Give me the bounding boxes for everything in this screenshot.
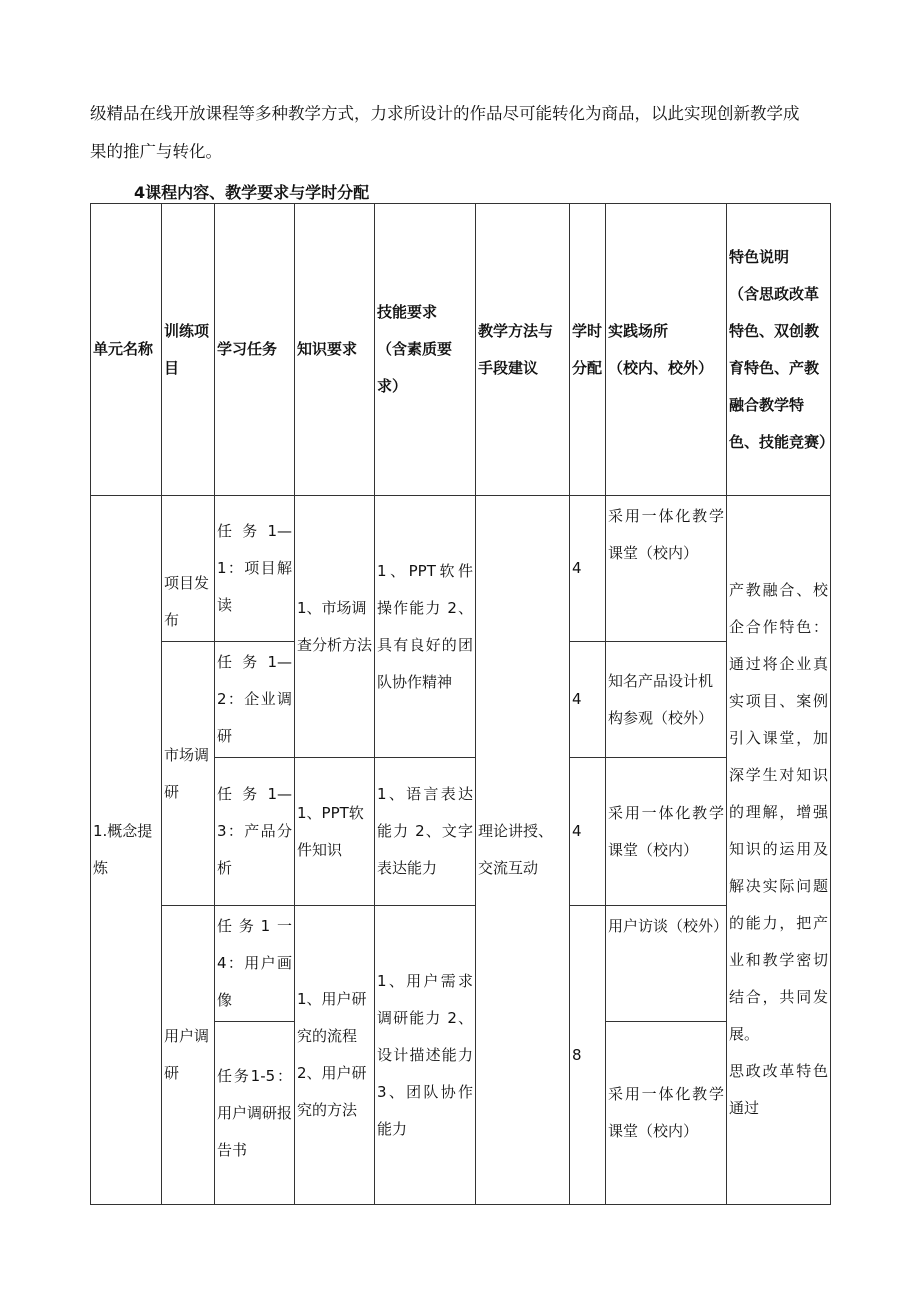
header-method: 教学方法与手段建议: [476, 204, 570, 496]
feature-text-1: 产教融合、校企合作特色：通过将企业真实项目、案例引入课堂，加深学生对知识的理解，增强知识的运用及解决实际问题的能力，把产业和教学密切结合，共同发展。: [729, 581, 828, 1043]
task-cell: 任务1一4：用户画像: [215, 906, 295, 1022]
hours-cell: 4: [570, 758, 606, 906]
skill-cell: 1、语言表达能力 2、文字表达能力: [375, 758, 476, 906]
header-feature-a: 特色说明: [729, 247, 790, 266]
header-place-b: （校内、校外）: [608, 358, 714, 377]
header-place: [606, 204, 727, 496]
header-skill: [375, 204, 476, 496]
feature-cell: [727, 496, 831, 1205]
course-table: [90, 203, 835, 1205]
intro-line-1: 级精品在线开放课程等多种教学方式，力求所设计的作品尽可能转化为商品，以此实现创新教学成: [90, 104, 800, 123]
unit-cell: 1.概念提炼: [91, 496, 162, 1205]
project-cell: 项目发布: [162, 496, 215, 642]
hours-cell: 4: [570, 496, 606, 642]
table-row: [91, 496, 831, 642]
header-skill-b: （含素质要求）: [377, 340, 453, 395]
skill-cell: 1、用户需求调研能力 2、设计描述能力 3、团队协作能力: [375, 906, 476, 1205]
feature-text-2: 思政改革特色通过: [729, 1062, 828, 1117]
task-cell: 任务1—1：项目解读: [215, 496, 295, 642]
task-cell: 任务1-5：用户调研报告书: [215, 1022, 295, 1205]
knowledge-cell: 1、PPT软件知识: [295, 758, 375, 906]
project-cell: 用户调研: [162, 906, 215, 1205]
place-cell: 用户访谈（校外）: [606, 906, 727, 1022]
knowledge-cell: 1、用户研究的流程 2、用户研究的方法: [295, 906, 375, 1205]
method-cell: 理论讲授、交流互动: [476, 496, 570, 1205]
hours-cell: 4: [570, 642, 606, 758]
table-row: [91, 906, 831, 1022]
place-cell: 采用一体化教学课堂（校内）: [606, 496, 727, 642]
header-feature: [727, 204, 835, 496]
section-title: 4课程内容、教学要求与学时分配: [134, 183, 370, 202]
project-cell: 市场调研: [162, 642, 215, 906]
hours-cell: 8: [570, 906, 606, 1205]
task-cell: 任务1—3：产品分析: [215, 758, 295, 906]
intro-line-2: 果的推广与转化。: [90, 142, 222, 161]
header-place-a: 实践场所: [608, 321, 669, 340]
header-skill-a: 技能要求: [377, 303, 438, 321]
place-cell: 采用一体化教学课堂（校内）: [606, 1022, 727, 1205]
header-knowledge: 知识要求: [295, 204, 375, 496]
header-feature-b: （含思政改革特色、双创教育特色、产教融合教学特色、技能竞赛）: [729, 284, 835, 451]
header-hours: 学时分配: [570, 204, 606, 496]
knowledge-cell: 1、市场调查分析方法: [295, 496, 375, 758]
place-cell: 知名产品设计机构参观（校外）: [606, 642, 727, 758]
header-project: 训练项目: [162, 204, 215, 496]
header-row: [91, 204, 831, 496]
header-unit: 单元名称: [91, 204, 162, 496]
header-task: 学习任务: [215, 204, 295, 496]
place-cell: 采用一体化教学课堂（校内）: [606, 758, 727, 906]
task-cell: 任务1—2：企业调研: [215, 642, 295, 758]
skill-cell: 1、PPT软件操作能力 2、具有良好的团队协作精神: [375, 496, 476, 758]
